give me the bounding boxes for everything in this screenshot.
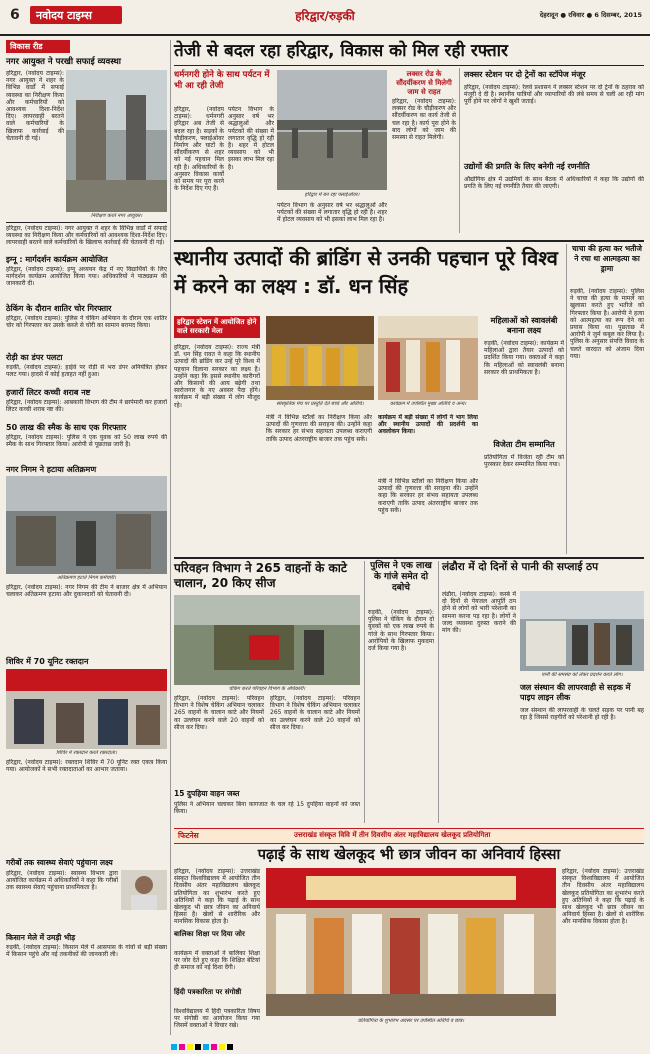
bottom-right-body: हरिद्वार, (नवोदय टाइम्स): उत्तराखंड संस्कृत विश्वविद्यालय में आयोजित तीन दिवसीय अंतर महाविद्यालय खेलकूद प्रतियोगिता का शुभारंभ करते हुए अतिथियों ने कहा कि पढ़ाई के साथ खेलकूद भी छात्र जीवन का अनिवार्य हिस्सा है। खेलों से शारीरिक और मानसिक विकास होता है। <box>562 868 644 926</box>
bottom-strip-text: उत्तराखंड संस्कृत विवि में तीन दिवसीय अंतर महाविद्यालय खेलकूद प्रतियोगिता <box>294 831 491 839</box>
section-divider-1 <box>174 240 644 242</box>
top-story-sub-body: हरिद्वार, (नवोदय टाइम्स): लक्सर रोड के चौड़ीकरण और सौंदर्यीकरण का कार्य तेजी से चल रहा है। कार्य पूरा होने के बाद लोगों को जाम की समस्या से राहत मिलेगी। <box>392 98 456 142</box>
lead-body-mid-2: मंत्री ने विभिन्न स्टॉलों का निरीक्षण किया और उत्पादों की गुणवत्ता की सराहना की। उन्होंने कहा कि सरकार हर संभव सहायता उपलब्ध कराएगी ताकि उत्पाद अंतरराष्ट्रीय बाजार तक पहुंच सकें। <box>378 478 478 514</box>
mid-body-2: रुड़की, (नवोदय टाइम्स): पुलिस ने चेकिंग के दौरान दो युवकों को एक लाख रुपये के गांजे के साथ गिरफ्तार किया। आरोपियों के खिलाफ मुकदमा दर्ज किया गया है। <box>368 609 434 653</box>
mid-photo-1-caption: चेकिंग करते परिवहन विभाग के अधिकारी। <box>228 686 306 692</box>
registration-chip <box>187 1044 193 1050</box>
top-story-kicker: धर्मनगरी होने के साथ पर्यटन में भी आ रही तेजी <box>174 70 270 91</box>
registration-chip <box>195 1044 201 1050</box>
bottom-left-body: हरिद्वार, (नवोदय टाइम्स): उत्तराखंड संस्कृत विश्वविद्यालय में आयोजित तीन दिवसीय अंतर महाविद्यालय खेलकूद प्रतियोगिता का शुभारंभ करते हुए अतिथियों ने कहा कि पढ़ाई के साथ खेलकूद भी छात्र जीवन का अनिवार्य हिस्सा है। खेलों से शारीरिक और मानसिक विकास होता है। <box>174 868 260 926</box>
lead-kicker: हरिद्वार स्टेशन में आयोजित होने वाले सरकारी मेला <box>174 316 260 338</box>
sidebar-headline-8: शिविर में 70 यूनिट रक्तदान <box>6 657 89 666</box>
divider <box>438 561 439 823</box>
divider <box>6 222 167 223</box>
lead-body-mid: मंत्री ने विभिन्न स्टॉलों का निरीक्षण किया और उत्पादों की गुणवत्ता की सराहना की। उन्होंने कहा कि सरकार हर संभव सहायता उपलब्ध कराएगी ताकि उत्पाद अंतरराष्ट्रीय बाजार तक पहुंच सकें। <box>266 414 372 443</box>
top-story-body-1: हरिद्वार, (नवोदय टाइम्स): धर्मनगरी हरिद्वार अब तेजी से बदल रहा है। सड़कों के चौड़ीकरण, फ्लाईओवर निर्माण और घाटों के सौंदर्यीकरण से शहर को नई पहचान मिल रही है। अधिकारियों के अनुसार विकास कार्यों को समय पर पूरा करने के निर्देश दिए गए हैं। <box>174 106 224 193</box>
lead-story <box>174 244 564 554</box>
top-story-body-2: पर्यटन विभाग के अनुसार वर्ष भर श्रद्धालुओं और पर्यटकों की संख्या में लगातार वृद्धि हो रही है। शहर में होटल व्यवसाय को भी इसका लाभ मिल रहा है। <box>277 202 387 224</box>
top-story-right-body-2: औद्योगिक क्षेत्र में उद्यमियों के साथ बैठक में अधिकारियों ने कहा कि उद्योगों की प्रगति के लिए नई रणनीति तैयार की जाएगी। <box>464 176 644 191</box>
divider <box>364 561 365 823</box>
section-title: हरिद्वार/रुड़की <box>295 9 355 23</box>
mid-stories <box>174 561 644 826</box>
lead-body-left: हरिद्वार, (नवोदय टाइम्स): राज्य मंत्री डॉ. धन सिंह रावत ने कहा कि स्थानीय उत्पादों की ब्रांडिंग कर उन्हें पूरे विश्व में पहचान दिलाना सरकार का लक्ष्य है। उन्होंने कहा कि इससे स्थानीय कारीगरों और किसानों की आय बढ़ेगी तथा स्वरोजगार के नए अवसर पैदा होंगे। कार्यक्रम में बड़ी संख्या में लोग मौजूद रहे। <box>174 344 260 409</box>
mid-body-1: हरिद्वार, (नवोदय टाइम्स): परिवहन विभाग ने विशेष चेकिंग अभियान चलाकर 265 वाहनों के चालान काटे और नियमों का उल्लंघन करने वाले 20 वाहनों को सीज कर दिया। <box>174 695 264 731</box>
registration-chip <box>227 1044 233 1050</box>
sidebar-caption-1: निरीक्षण करते नगर आयुक्त। <box>90 213 143 219</box>
sidebar-body-1b: हरिद्वार, (नवोदय टाइम्स): नगर आयुक्त ने शहर के विभिन्न वार्डों में सफाई व्यवस्था का निरीक्षण किया और कर्मचारियों को आवश्यक दिशा-निर्देश दिए। लापरवाही बरतने वाले कर्मचारियों के खिलाफ कार्रवाई की चेतावनी दी गई। <box>6 225 167 247</box>
right-column <box>570 244 644 554</box>
registration-chip <box>179 1044 185 1050</box>
bottom-strip-label: फिटनेस <box>178 831 199 840</box>
sidebar-body-1: हरिद्वार, (नवोदय टाइम्स): नगर आयुक्त ने शहर के विभिन्न वार्डों में सफाई व्यवस्था का निरीक्षण किया और कर्मचारियों को आवश्यक दिशा-निर्देश दिए। लापरवाही बरतने वाले कर्मचारियों के खिलाफ कार्रवाई की चेतावनी दी गई। <box>6 70 64 142</box>
mid-headline-4: जल संस्थान की लापरवाही से सड़क में पाइप लाइन लीक <box>520 683 631 702</box>
sidebar-photo-8 <box>6 669 167 749</box>
bottom-photo <box>266 868 556 1016</box>
top-story-body-1b: पर्यटन विभाग के अनुसार वर्ष भर श्रद्धालुओं और पर्यटकों की संख्या में लगातार वृद्धि हो रही है। शहर में होटल व्यवसाय को भी इसका लाभ मिल रहा है। <box>228 106 274 171</box>
bottom-left-body-3: विश्वविद्यालय में हिंदी पत्रकारिता विषय पर संगोष्ठी का आयोजन किया गया जिसमें वक्ताओं ने विचार रखे। <box>174 1008 260 1030</box>
bottom-headline: पढ़ाई के साथ खेलकूद भी छात्र जीवन का अनिवार्य हिस्सा <box>257 847 561 863</box>
mid-headline-3: लंढौरा में दो दिनों से पानी की सप्लाई ठप <box>442 561 599 573</box>
top-story-headline: तेजी से बदल रहा हरिद्वार, विकास को मिल रही रफ्तार <box>174 41 508 61</box>
sidebar-caption-8: शिविर में रक्तदान करते रक्तदाता। <box>56 750 117 756</box>
sidebar-photo-7 <box>6 476 167 574</box>
mid-headline-2: पुलिस ने एक लाख के गांजे समेत दो दबोचे <box>370 561 432 593</box>
section-divider-2 <box>174 557 644 559</box>
lead-photo-1 <box>266 316 374 400</box>
sidebar-portrait <box>121 870 167 910</box>
sidebar-body-3: हरिद्वार, (नवोदय टाइम्स): पुलिस ने चेकिंग अभियान के दौरान एक शातिर चोर को गिरफ्तार कर उसके कब्जे से चोरी का सामान बरामद किया। <box>6 315 167 330</box>
lead-side-headline: महिलाओं को स्वावलंबी बनाना लक्ष्य <box>490 316 558 335</box>
lead-headline: स्थानीय उत्पादों की ब्रांडिंग से उनकी पहचान पूरे विश्व में करने का लक्ष्य : डॉ. धन सिंह <box>174 246 558 298</box>
masthead-bar <box>0 0 650 36</box>
sidebar-column <box>6 40 167 1035</box>
sidebar-divider <box>170 40 171 1035</box>
top-story <box>174 40 644 238</box>
bottom-left-headline: बालिका शिक्षा पर दिया जोर <box>174 930 245 938</box>
sidebar-photo-1 <box>66 70 167 212</box>
lead-photo-2 <box>378 316 478 400</box>
mid-headline-5: 15 दुपहिया वाहन जब्त <box>174 789 240 798</box>
sidebar-body-9: हरिद्वार, (नवोदय टाइम्स): स्वास्थ्य विभाग द्वारा आयोजित कार्यक्रम में अधिकारियों ने कहा कि गरीबों तक स्वास्थ्य सेवाएं पहुंचाना प्राथमिकता है। <box>6 870 118 892</box>
paper-logo-text: नवोदय टाइम्स <box>36 9 92 22</box>
right-col-divider <box>566 244 567 554</box>
sidebar-body-5: हरिद्वार, (नवोदय टाइम्स): आबकारी विभाग की टीम ने छापेमारी कर हजारों लिटर कच्ची शराब नष्ट की। <box>6 399 167 414</box>
mid-photo-1 <box>174 595 360 685</box>
sidebar-body-4: रुड़की, (नवोदय टाइम्स): हाईवे पर रोड़ी से भरा डंपर अनियंत्रित होकर पलट गया। हादसे में कोई हताहत नहीं हुआ। <box>6 364 167 379</box>
mid-body-4: जल संस्थान की लापरवाही के चलते सड़क पर पानी बह रहा है जिससे राहगीरों को परेशानी हो रही है। <box>520 707 644 722</box>
lead-photo-2-caption: कार्यक्रम में उपस्थित मुख्य अतिथि व अन्य। <box>389 401 467 407</box>
mid-photo-3-caption: पानी की समस्या को लेकर प्रदर्शन करते लोग। <box>541 672 623 678</box>
sidebar-headline-7: नगर निगम ने हटाया अतिक्रमण <box>6 465 97 474</box>
sidebar-body-8: हरिद्वार, (नवोदय टाइम्स): रक्तदान शिविर में 70 यूनिट रक्त एकत्र किया गया। आयोजकों ने सभी रक्तदाताओं का आभार जताया। <box>6 759 167 774</box>
lead-side-body-2: प्रतियोगिता में विजेता रही टीम को पुरस्कार देकर सम्मानित किया गया। <box>484 454 564 469</box>
divider <box>174 65 644 66</box>
registration-chip <box>211 1044 217 1050</box>
lead-side-body: रुड़की, (नवोदय टाइम्स): कार्यक्रम में महिलाओं द्वारा तैयार उत्पादों को प्रदर्शित किया गया। वक्ताओं ने कहा कि महिलाओं को स्वावलंबी बनाना सरकार की प्राथमिकता है। <box>484 340 564 376</box>
top-story-right-headline-2: उद्योगों की प्रगति के लिए बनेगी नई रणनीति <box>464 162 590 171</box>
sidebar-headline-2: इग्नू : मार्गदर्शन कार्यक्रम आयोजित <box>6 255 108 264</box>
sidebar-headline-10: किसान मेले में उमड़ी भीड़ <box>6 933 76 942</box>
paper-logo <box>30 6 122 24</box>
top-story-right-body: हरिद्वार, (नवोदय टाइम्स): रेलवे प्रशासन ने लक्सर स्टेशन पर दो ट्रेनों के ठहराव को मंजूरी दे दी है। स्थानीय यात्रियों और व्यापारियों की लंबे समय से चली आ रही मांग पूरी होने पर लोगों ने खुशी जताई। <box>464 84 644 106</box>
divider <box>459 68 460 233</box>
sidebar-headline-6: 50 लाख की स्मैक के साथ एक गिरफ्तार <box>6 423 127 432</box>
registration-marks <box>170 1035 480 1042</box>
mid-photo-3 <box>520 591 644 671</box>
top-story-sub-headline: लक्सर रोड के सौंदर्यीकरण से मिलेगी जाम से राहत <box>396 70 452 96</box>
registration-chip <box>203 1044 209 1050</box>
mid-headline-1: परिवहन विभाग ने 265 वाहनों के काटे चालान, 20 किए सीज <box>174 561 347 590</box>
sidebar-headline-9: गरीबों तक स्वास्थ्य सेवाएं पहुंचाना लक्ष्य <box>6 858 113 867</box>
mid-body-5: पुलिस ने अभियान चलाकर बिना कागजात के चल रहे 15 दुपहिया वाहनों को जब्त किया। <box>174 801 360 816</box>
sidebar-headline-1: नगर आयुक्त ने परखी सफाई व्यवस्था <box>6 57 121 67</box>
dateline: देहरादून ● रविवार ● 6 दिसम्बर, 2015 <box>539 11 642 19</box>
registration-chip <box>219 1044 225 1050</box>
top-story-photo <box>277 70 387 190</box>
bottom-strip <box>174 828 644 844</box>
sidebar-body-6: हरिद्वार, (नवोदय टाइम्स): पुलिस ने एक युवक को 50 लाख रुपये की स्मैक के साथ गिरफ्तार किया। आरोपी से पूछताछ जारी है। <box>6 434 167 449</box>
registration-chip <box>171 1044 177 1050</box>
lead-photo-1-caption: सांस्कृतिक मंच पर प्रस्तुति देते बच्चे और अतिथि। <box>276 401 364 407</box>
sidebar-label: विकास रीड <box>6 40 70 53</box>
right-col-headline: चाचा की हत्या कर भतीजे ने रचा था आत्महत्या का ड्रामा <box>572 244 642 273</box>
bottom-left-body-2: कार्यक्रम में वक्ताओं ने बालिका शिक्षा पर जोर देते हुए कहा कि शिक्षित बेटियां ही समाज को नई दिशा देंगी। <box>174 950 260 972</box>
sidebar-body-10: रुड़की, (नवोदय टाइम्स): किसान मेले में आसपास के गांवों से बड़ी संख्या में किसान पहुंचे और नई तकनीकों की जानकारी ली। <box>6 944 167 959</box>
right-col-body: रुड़की, (नवोदय टाइम्स): पुलिस ने चाचा की हत्या के मामले का खुलासा करते हुए भतीजे को गिरफ्तार किया है। आरोपी ने हत्या को आत्महत्या का रूप देने का प्रयास किया था। पूछताछ में आरोपी ने जुर्म कबूल कर लिया है। पुलिस के अनुसार संपत्ति विवाद के चलते वारदात को अंजाम दिया गया। <box>570 288 644 360</box>
sidebar-headline-3: ठेकिंग के दौरान शातिर चोर गिरफ्तार <box>6 304 112 313</box>
top-story-right-headline: लक्सर स्टेशन पर दो ट्रेनों का स्टॉपेज मंजूर <box>464 70 586 79</box>
sidebar-headline-4: रोड़ी का डंपर पलटा <box>6 353 63 362</box>
sidebar-body-2: हरिद्वार, (नवोदय टाइम्स): इग्नू अध्ययन केंद्र में नए विद्यार्थियों के लिए मार्गदर्शन कार्यक्रम आयोजित किया गया। अधिकारियों ने पाठ्यक्रम की जानकारी दी। <box>6 266 167 288</box>
page-number: 6 <box>10 7 20 23</box>
mid-body-3: लंढौरा, (नवोदय टाइम्स): कस्बे में दो दिनों से पेयजल आपूर्ति ठप होने से लोगों को भारी परेशानी का सामना करना पड़ रहा है। लोगों ने जल्द व्यवस्था दुरुस्त कराने की मांग की। <box>442 591 516 635</box>
mid-body-1b: हरिद्वार, (नवोदय टाइम्स): परिवहन विभाग ने विशेष चेकिंग अभियान चलाकर 265 वाहनों के चालान काटे और नियमों का उल्लंघन करने वाले 20 वाहनों को सीज कर दिया। <box>270 695 360 731</box>
lead-side-headline-2: विजेता टीम सम्मानित <box>493 440 555 449</box>
sidebar-headline-5: हजारों लिटर कच्ची शराब नष्ट <box>6 388 91 397</box>
sidebar-caption-7: अतिक्रमण हटाते निगम कर्मचारी। <box>57 575 116 581</box>
lead-highlight: कार्यक्रम में बड़ी संख्या में लोगों ने भाग लिया और स्थानीय उत्पादों की प्रदर्शनी का अवलोकन किया। <box>378 414 478 436</box>
bottom-story <box>174 868 644 1035</box>
top-story-caption: हरिद्वार में बन रहा फ्लाईओवर। <box>304 192 360 198</box>
bottom-left-headline-2: हिंदी पत्रकारिता पर संगोष्ठी <box>174 988 242 996</box>
sidebar-body-7: हरिद्वार, (नवोदय टाइम्स): नगर निगम की टीम ने बाजार क्षेत्र में अभियान चलाकर अतिक्रमण हटाया और दुकानदारों को चेतावनी दी। <box>6 584 167 599</box>
bottom-photo-caption: प्रतियोगिता के शुभारंभ अवसर पर उपस्थित अतिथि व छात्र। <box>357 1018 465 1024</box>
